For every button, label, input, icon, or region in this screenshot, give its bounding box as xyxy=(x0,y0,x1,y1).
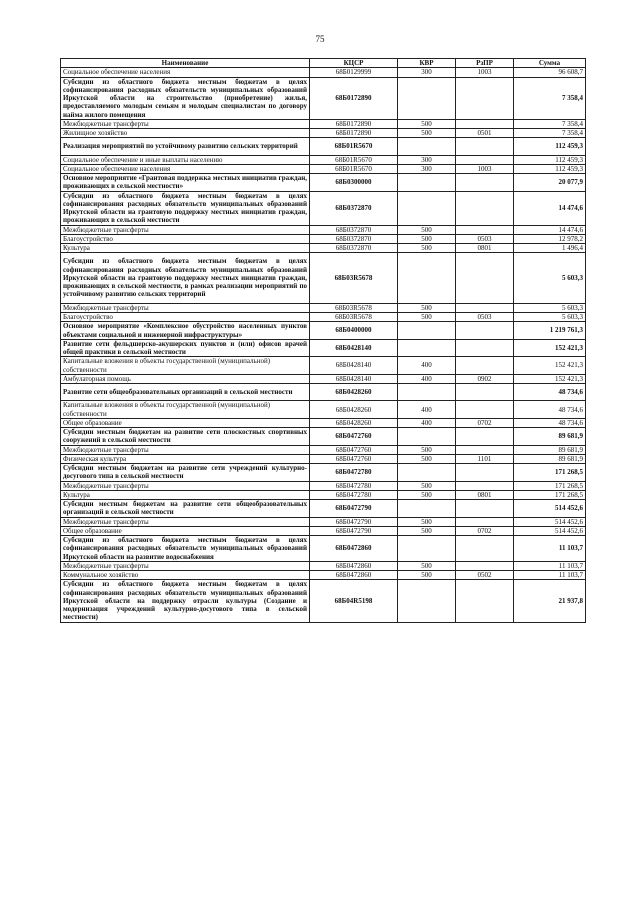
cell-kcsr: 68Б0472860 xyxy=(310,536,398,562)
cell-sum: 152 421,3 xyxy=(514,357,586,375)
cell-name: Капитальные вложения в объекты государственной (муниципальной) собственности xyxy=(61,357,310,375)
cell-kcsr: 68Б0428140 xyxy=(310,374,398,383)
cell-sum: 48 734,6 xyxy=(514,418,586,427)
cell-kcsr: 68Б01R5670 xyxy=(310,155,398,164)
cell-rzpr: 0801 xyxy=(456,244,514,253)
cell-name: Основное мероприятие «Комплексное обустройство населенных пунктов объектами социальной и инженерной инфраструктуры» xyxy=(61,322,310,340)
cell-kvr: 500 xyxy=(398,481,456,490)
cell-kvr xyxy=(398,500,456,518)
cell-sum: 11 103,7 xyxy=(514,536,586,562)
cell-sum: 48 734,6 xyxy=(514,384,586,401)
cell-kcsr: 68Б03R5678 xyxy=(310,313,398,322)
cell-rzpr xyxy=(456,517,514,526)
cell-kvr: 500 xyxy=(398,561,456,570)
cell-kcsr: 68Б0472790 xyxy=(310,500,398,518)
page-number: 75 xyxy=(315,34,325,44)
cell-kcsr: 68Б0472780 xyxy=(310,490,398,499)
table-row xyxy=(61,445,586,454)
cell-sum: 171 268,5 xyxy=(514,490,586,499)
cell-kcsr: 68Б03R5678 xyxy=(310,303,398,312)
cell-kcsr: 68Б0372870 xyxy=(310,191,398,225)
cell-kvr xyxy=(398,174,456,192)
cell-kvr xyxy=(398,464,456,482)
cell-sum: 89 681,9 xyxy=(514,454,586,463)
cell-kvr xyxy=(398,253,456,303)
cell-kcsr: 68Б0172890 xyxy=(310,77,398,119)
table-row xyxy=(61,313,586,322)
cell-kvr: 500 xyxy=(398,313,456,322)
table-row xyxy=(61,571,586,580)
cell-name: Субсидии из областного бюджета местным бюджетам в целях софинансирования расходных обязательств муниципальных образований Иркутской области на грантовую поддержку местных инициатив граждан, проживающих в сельской местности, в рамках реализации мероприятий по устойчивому развитию сельских территорий xyxy=(61,253,310,303)
cell-kvr xyxy=(398,191,456,225)
table-body xyxy=(61,68,586,622)
cell-sum: 152 421,3 xyxy=(514,339,586,357)
cell-rzpr xyxy=(456,119,514,128)
cell-kvr: 500 xyxy=(398,571,456,580)
cell-name: Общее образование xyxy=(61,418,310,427)
cell-kvr: 500 xyxy=(398,119,456,128)
cell-rzpr xyxy=(456,357,514,375)
header-name: Наименование xyxy=(61,59,310,68)
cell-kvr: 500 xyxy=(398,303,456,312)
cell-rzpr xyxy=(456,500,514,518)
cell-rzpr xyxy=(456,401,514,419)
cell-kcsr: 68Б04R5198 xyxy=(310,580,398,622)
cell-rzpr: 1101 xyxy=(456,454,514,463)
cell-rzpr xyxy=(456,322,514,340)
cell-kvr: 400 xyxy=(398,374,456,383)
table-row xyxy=(61,357,586,375)
cell-name: Амбулаторная помощь xyxy=(61,374,310,383)
cell-sum: 1 496,4 xyxy=(514,244,586,253)
cell-sum: 89 681,9 xyxy=(514,428,586,446)
cell-rzpr xyxy=(456,155,514,164)
cell-sum: 14 474,6 xyxy=(514,191,586,225)
header-rzpr: РзПР xyxy=(456,59,514,68)
cell-name: Субсидии местным бюджетам на развитие сети плоскостных спортивных сооружений в сельской местности xyxy=(61,428,310,446)
table-row xyxy=(61,428,586,446)
cell-rzpr xyxy=(456,445,514,454)
cell-sum: 48 734,6 xyxy=(514,401,586,419)
cell-kcsr: 68Б0472780 xyxy=(310,464,398,482)
cell-kcsr: 68Б0172890 xyxy=(310,129,398,138)
cell-name: Межбюджетные трансферты xyxy=(61,225,310,234)
cell-kvr xyxy=(398,322,456,340)
cell-name: Социальное обеспечение населения xyxy=(61,68,310,77)
cell-kcsr: 68Б0472760 xyxy=(310,454,398,463)
table-row xyxy=(61,481,586,490)
cell-rzpr xyxy=(456,77,514,119)
cell-kcsr: 68Б0428260 xyxy=(310,384,398,401)
cell-sum: 5 603,3 xyxy=(514,303,586,312)
cell-sum: 152 421,3 xyxy=(514,374,586,383)
cell-kcsr: 68Б0472790 xyxy=(310,517,398,526)
cell-kcsr: 68Б0472790 xyxy=(310,526,398,535)
cell-kvr: 500 xyxy=(398,234,456,243)
cell-name: Межбюджетные трансферты xyxy=(61,303,310,312)
cell-rzpr xyxy=(456,561,514,570)
cell-sum: 7 358,4 xyxy=(514,129,586,138)
cell-kvr xyxy=(398,339,456,357)
cell-kcsr: 68Б0428260 xyxy=(310,418,398,427)
cell-rzpr: 0702 xyxy=(456,418,514,427)
cell-rzpr xyxy=(456,303,514,312)
cell-rzpr xyxy=(456,339,514,357)
cell-rzpr xyxy=(456,464,514,482)
cell-rzpr xyxy=(456,138,514,155)
cell-kvr xyxy=(398,77,456,119)
table-row xyxy=(61,234,586,243)
cell-kcsr: 68Б0400000 xyxy=(310,322,398,340)
cell-rzpr xyxy=(456,580,514,622)
cell-sum: 5 603,3 xyxy=(514,313,586,322)
table-header-row xyxy=(61,59,586,68)
cell-kcsr: 68Б01R5670 xyxy=(310,138,398,155)
table-row xyxy=(61,244,586,253)
cell-kcsr: 68Б0472860 xyxy=(310,561,398,570)
table-row xyxy=(61,77,586,119)
table-row xyxy=(61,164,586,173)
cell-sum: 171 268,5 xyxy=(514,481,586,490)
cell-name: Реализация мероприятий по устойчивому развитию сельских территорий xyxy=(61,138,310,155)
cell-sum: 21 937,8 xyxy=(514,580,586,622)
cell-rzpr: 1003 xyxy=(456,68,514,77)
cell-kvr: 500 xyxy=(398,445,456,454)
cell-name: Межбюджетные трансферты xyxy=(61,517,310,526)
cell-kcsr: 68Б0428140 xyxy=(310,339,398,357)
cell-kvr: 400 xyxy=(398,418,456,427)
cell-kcsr: 68Б03R5678 xyxy=(310,253,398,303)
cell-sum: 514 452,6 xyxy=(514,526,586,535)
cell-name: Социальное обеспечение населения xyxy=(61,164,310,173)
table-row xyxy=(61,191,586,225)
cell-sum: 12 978,2 xyxy=(514,234,586,243)
cell-sum: 20 077,9 xyxy=(514,174,586,192)
cell-kvr: 500 xyxy=(398,517,456,526)
budget-table xyxy=(60,58,586,623)
cell-kvr: 500 xyxy=(398,129,456,138)
table-row xyxy=(61,68,586,77)
table-row xyxy=(61,303,586,312)
cell-rzpr: 0501 xyxy=(456,129,514,138)
cell-kvr: 500 xyxy=(398,526,456,535)
cell-sum: 11 103,7 xyxy=(514,561,586,570)
cell-kvr: 300 xyxy=(398,68,456,77)
table-row xyxy=(61,500,586,518)
cell-kcsr: 68Б0428140 xyxy=(310,357,398,375)
cell-rzpr xyxy=(456,191,514,225)
table-row xyxy=(61,418,586,427)
table-row xyxy=(61,517,586,526)
cell-kvr: 400 xyxy=(398,401,456,419)
table-row xyxy=(61,155,586,164)
cell-sum: 7 358,4 xyxy=(514,77,586,119)
cell-name: Развитие сети фельдшерско-акушерских пунктов и (или) офисов врачей общей практики в сельской местности xyxy=(61,339,310,357)
cell-kvr: 500 xyxy=(398,244,456,253)
cell-kvr: 300 xyxy=(398,155,456,164)
cell-name: Субсидии из областного бюджета местным бюджетам в целях софинансирования расходных обязательств муниципальных образований Иркутской области на строительство (приобретение) жилья, предоставляемого молодым семьям и молодым специалистам по договору найма жилого помещения xyxy=(61,77,310,119)
table-row xyxy=(61,119,586,128)
table-row xyxy=(61,526,586,535)
table-row xyxy=(61,454,586,463)
cell-kvr xyxy=(398,138,456,155)
cell-kvr: 500 xyxy=(398,454,456,463)
cell-name: Благоустройство xyxy=(61,234,310,243)
cell-sum: 514 452,6 xyxy=(514,500,586,518)
table-row xyxy=(61,561,586,570)
cell-rzpr xyxy=(456,174,514,192)
cell-name: Субсидии из областного бюджета местным бюджетам в целях софинансирования расходных обязательств муниципальных образований Иркутской области на поддержку отрасли культуры (Создание и модернизация учреждений культурно-досугового типа в сельской местности) xyxy=(61,580,310,622)
cell-name: Капитальные вложения в объекты государственной (муниципальной) собственности xyxy=(61,401,310,419)
cell-sum: 171 268,5 xyxy=(514,464,586,482)
cell-name: Субсидии из областного бюджета местным бюджетам в целях софинансирования расходных обязательств муниципальных образований Иркутской области на развитие водоснабжения xyxy=(61,536,310,562)
cell-rzpr: 0902 xyxy=(456,374,514,383)
cell-name: Межбюджетные трансферты xyxy=(61,561,310,570)
cell-sum: 514 452,6 xyxy=(514,517,586,526)
cell-kcsr: 68Б0472780 xyxy=(310,481,398,490)
cell-name: Субсидии местным бюджетам на развитие сети общеобразовательных организаций в сельской местности xyxy=(61,500,310,518)
cell-rzpr: 0702 xyxy=(456,526,514,535)
cell-kcsr: 68Б0472760 xyxy=(310,428,398,446)
cell-kcsr: 68Б0300000 xyxy=(310,174,398,192)
cell-kcsr: 68Б0129999 xyxy=(310,68,398,77)
header-kvr: КВР xyxy=(398,59,456,68)
cell-kcsr: 68Б0372870 xyxy=(310,225,398,234)
cell-sum: 96 608,7 xyxy=(514,68,586,77)
cell-kvr xyxy=(398,580,456,622)
cell-name: Общее образование xyxy=(61,526,310,535)
cell-kvr: 400 xyxy=(398,357,456,375)
table-row xyxy=(61,384,586,401)
cell-name: Основное мероприятие «Грантовая поддержка местных инициатив граждан, проживающих в сельской местности» xyxy=(61,174,310,192)
cell-rzpr: 0503 xyxy=(456,234,514,243)
table-row xyxy=(61,464,586,482)
table-row xyxy=(61,580,586,622)
cell-name: Коммунальное хозяйство xyxy=(61,571,310,580)
cell-name: Субсидии из областного бюджета местным бюджетам в целях софинансирования расходных обязательств муниципальных образований Иркутской области на грантовую поддержку местных инициатив граждан, проживающих в сельской местности xyxy=(61,191,310,225)
table-row xyxy=(61,490,586,499)
cell-sum: 112 459,3 xyxy=(514,155,586,164)
cell-rzpr: 1003 xyxy=(456,164,514,173)
table-row xyxy=(61,129,586,138)
table-row xyxy=(61,138,586,155)
table-row xyxy=(61,536,586,562)
cell-sum: 7 358,4 xyxy=(514,119,586,128)
cell-rzpr xyxy=(456,225,514,234)
cell-name: Социальное обеспечение и иные выплаты населению xyxy=(61,155,310,164)
cell-kvr xyxy=(398,428,456,446)
cell-name: Культура xyxy=(61,490,310,499)
cell-name: Физическая культура xyxy=(61,454,310,463)
cell-kcsr: 68Б0372870 xyxy=(310,244,398,253)
cell-name: Жилищное хозяйство xyxy=(61,129,310,138)
cell-kvr: 300 xyxy=(398,164,456,173)
cell-sum: 1 219 761,3 xyxy=(514,322,586,340)
cell-name: Межбюджетные трансферты xyxy=(61,119,310,128)
header-sum: Сумма xyxy=(514,59,586,68)
cell-kvr xyxy=(398,384,456,401)
cell-kcsr: 68Б0372870 xyxy=(310,234,398,243)
cell-rzpr xyxy=(456,536,514,562)
cell-name: Благоустройство xyxy=(61,313,310,322)
cell-rzpr xyxy=(456,384,514,401)
cell-kcsr: 68Б0472760 xyxy=(310,445,398,454)
cell-sum: 89 681,9 xyxy=(514,445,586,454)
cell-kcsr: 68Б01R5670 xyxy=(310,164,398,173)
cell-kcsr: 68Б0172890 xyxy=(310,119,398,128)
cell-rzpr: 0503 xyxy=(456,313,514,322)
header-kcsr: КЦСР xyxy=(310,59,398,68)
cell-kcsr: 68Б0472860 xyxy=(310,571,398,580)
cell-sum: 112 459,3 xyxy=(514,164,586,173)
cell-rzpr: 0801 xyxy=(456,490,514,499)
cell-rzpr: 0502 xyxy=(456,571,514,580)
cell-name: Культура xyxy=(61,244,310,253)
table-row xyxy=(61,339,586,357)
cell-sum: 11 103,7 xyxy=(514,571,586,580)
table-row xyxy=(61,225,586,234)
cell-rzpr xyxy=(456,253,514,303)
cell-name: Межбюджетные трансферты xyxy=(61,445,310,454)
cell-kvr xyxy=(398,536,456,562)
table-row xyxy=(61,253,586,303)
table-row xyxy=(61,174,586,192)
cell-sum: 112 459,3 xyxy=(514,138,586,155)
cell-rzpr xyxy=(456,428,514,446)
cell-rzpr xyxy=(456,481,514,490)
cell-kcsr: 68Б0428260 xyxy=(310,401,398,419)
cell-name: Субсидии местным бюджетам на развитие сети учреждений культурно-досугового типа в сельской местности xyxy=(61,464,310,482)
cell-kvr: 500 xyxy=(398,490,456,499)
cell-name: Развитие сети общеобразовательных организаций в сельской местности xyxy=(61,384,310,401)
cell-sum: 5 603,3 xyxy=(514,253,586,303)
table-row xyxy=(61,401,586,419)
cell-kvr: 500 xyxy=(398,225,456,234)
cell-sum: 14 474,6 xyxy=(514,225,586,234)
cell-name: Межбюджетные трансферты xyxy=(61,481,310,490)
table-row xyxy=(61,322,586,340)
table-row xyxy=(61,374,586,383)
